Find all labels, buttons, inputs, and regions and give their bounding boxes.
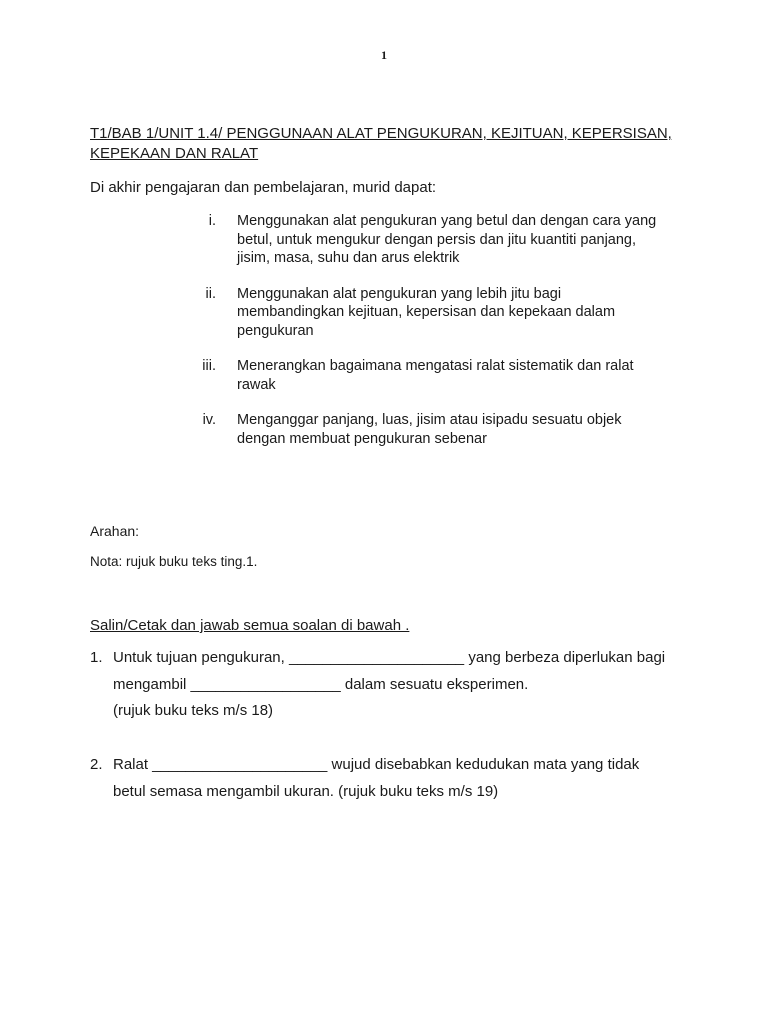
question-text bbox=[113, 645, 690, 725]
objective-item bbox=[180, 411, 660, 448]
document-title: T1/BAB 1/UNIT 1.4/ PENGGUNAAN ALAT PENGUKURAN, KEJITUAN, KEPERSISAN, KEPEKAAN DAN RALAT bbox=[90, 125, 672, 162]
objective-item bbox=[180, 285, 660, 341]
instruction-heading: Salin/Cetak dan jawab semua soalan di bawah . bbox=[90, 617, 410, 634]
arahan-label: Arahan: bbox=[90, 523, 140, 539]
objective-numeral: iii. bbox=[202, 358, 216, 374]
objectives-list bbox=[180, 212, 660, 465]
question-item bbox=[90, 752, 690, 805]
question-reference: (rujuk buku teks m/s 18) bbox=[113, 702, 274, 719]
page-number: 1 bbox=[381, 48, 387, 62]
objective-item bbox=[180, 212, 660, 268]
objective-text: Menggunakan alat pengukuran yang lebih jitu bagi membandingkan kejituan, kepersisan dan kepekaan dalam pengukuran bbox=[237, 285, 616, 339]
objective-text: Menganggar panjang, luas, jisim atau isipadu sesuatu objek dengan membuat pengukuran sebenar bbox=[237, 412, 622, 447]
question-item bbox=[90, 645, 690, 725]
nota-text: Nota: rujuk buku teks ting.1. bbox=[90, 554, 258, 569]
question-line: betul semasa mengambil ukuran. (rujuk buku teks m/s 19) bbox=[113, 782, 499, 800]
question-line: Untuk tujuan pengukuran, _____________________ yang berbeza diperlukan bagi bbox=[113, 649, 666, 666]
objective-text: Menggunakan alat pengukuran yang betul dan dengan cara yang betul, untuk mengukur dengan persis dan jitu kuantiti panjang, jisim, masa, suhu dan arus elektrik bbox=[237, 213, 657, 266]
objective-numeral: iv. bbox=[202, 412, 216, 428]
question-text bbox=[113, 752, 690, 805]
objective-text: Menerangkan bagaimana mengatasi ralat sistematik dan ralat rawak bbox=[237, 358, 634, 393]
objective-numeral: i. bbox=[208, 213, 216, 229]
question-number: 2. bbox=[90, 756, 103, 773]
objective-numeral: ii. bbox=[205, 285, 216, 302]
question-line: mengambil __________________ dalam sesuatu eksperimen. bbox=[113, 675, 529, 693]
intro-text: Di akhir pengajaran dan pembelajaran, murid dapat: bbox=[90, 179, 437, 196]
question-number: 1. bbox=[90, 649, 103, 666]
question-line: Ralat _____________________ wujud disebabkan kedudukan mata yang tidak bbox=[113, 756, 640, 773]
objective-item bbox=[180, 357, 660, 394]
